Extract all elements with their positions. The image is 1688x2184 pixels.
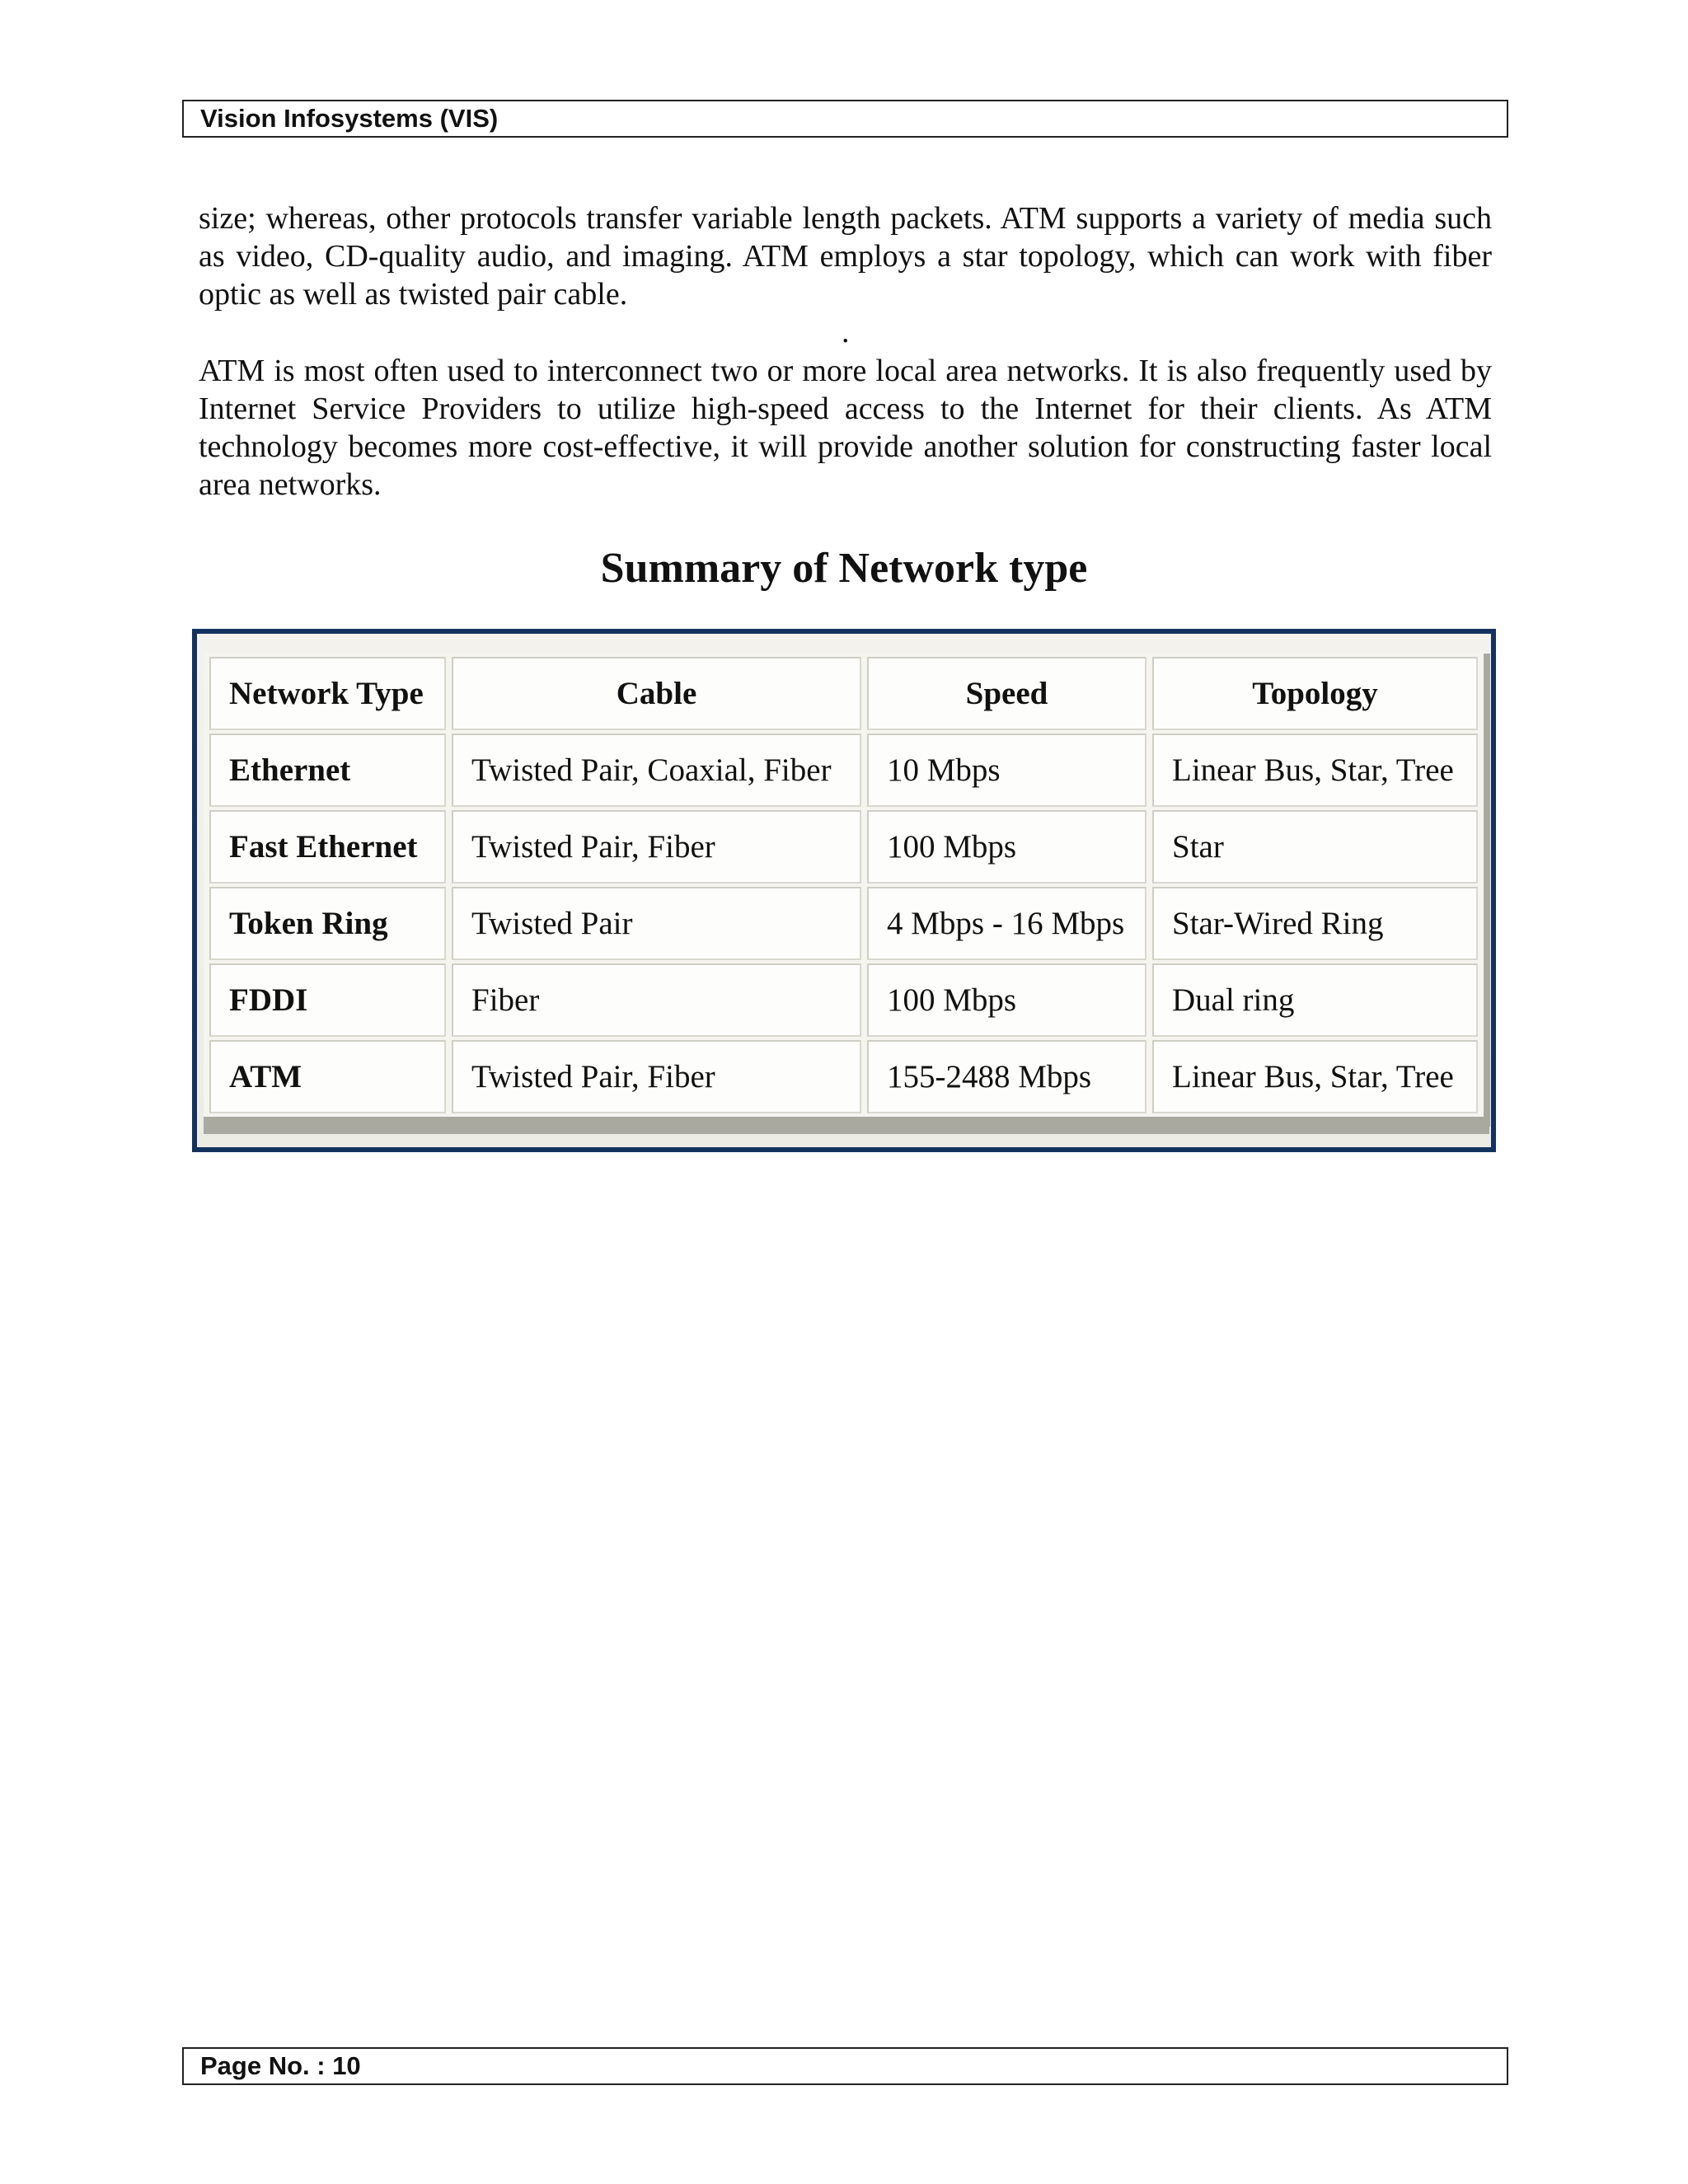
stray-dot: .	[842, 315, 850, 349]
cell-network-type: ATM	[209, 1040, 446, 1113]
header-cable: Cable	[452, 657, 861, 730]
table-row	[209, 733, 1478, 807]
cell-speed: 100 Mbps	[867, 963, 1146, 1037]
cell-network-type: FDDI	[209, 963, 446, 1037]
cell-speed: 155-2488 Mbps	[867, 1040, 1146, 1113]
cell-speed: 100 Mbps	[867, 810, 1146, 883]
network-summary-table-frame	[192, 629, 1496, 1152]
cell-cable: Twisted Pair, Coaxial, Fiber	[452, 733, 861, 807]
header-topology: Topology	[1152, 657, 1478, 730]
cell-speed: 10 Mbps	[867, 733, 1146, 807]
cell-network-type: Fast Ethernet	[209, 810, 446, 883]
cell-topology: Star-Wired Ring	[1152, 887, 1478, 960]
table-shadow	[204, 654, 1489, 1134]
cell-cable: Fiber	[452, 963, 861, 1037]
cell-speed: 4 Mbps - 16 Mbps	[867, 887, 1146, 960]
cell-topology: Linear Bus, Star, Tree	[1152, 1040, 1478, 1113]
header-speed: Speed	[867, 657, 1146, 730]
cell-cable: Twisted Pair	[452, 887, 861, 960]
cell-network-type: Token Ring	[209, 887, 446, 960]
page-footer: Page No. : 10	[182, 2047, 1508, 2085]
section-title: Summary of Network type	[600, 545, 1088, 592]
table-row	[209, 887, 1478, 960]
cell-network-type: Ethernet	[209, 733, 446, 807]
paragraph-atm-usage: ATM is most often used to interconnect two or more local area networks. It is also frequently used by Internet Service Providers to utilize high-speed access to the Internet for their clients. As ATM technology becomes more cost-effective, it will provide another solution for constructing faster local area networks.	[199, 354, 1492, 502]
network-summary-table	[204, 654, 1490, 1127]
cell-cable: Twisted Pair, Fiber	[452, 1040, 861, 1113]
cell-topology: Linear Bus, Star, Tree	[1152, 733, 1478, 807]
table-header-row	[209, 657, 1478, 730]
cell-topology: Dual ring	[1152, 963, 1478, 1037]
table-row	[209, 1040, 1478, 1113]
header-network-type: Network Type	[209, 657, 446, 730]
paragraph-atm-media: size; whereas, other protocols transfer variable length packets. ATM supports a variety of media such as video, CD-quality audio, and imaging. ATM employs a star topology, which can work with fiber optic as well as twisted pair cable.	[199, 201, 1492, 312]
cell-topology: Star	[1152, 810, 1478, 883]
table-row	[209, 963, 1478, 1037]
page-header: Vision Infosystems (VIS)	[182, 100, 1508, 138]
cell-cable: Twisted Pair, Fiber	[452, 810, 861, 883]
table-row	[209, 810, 1478, 883]
